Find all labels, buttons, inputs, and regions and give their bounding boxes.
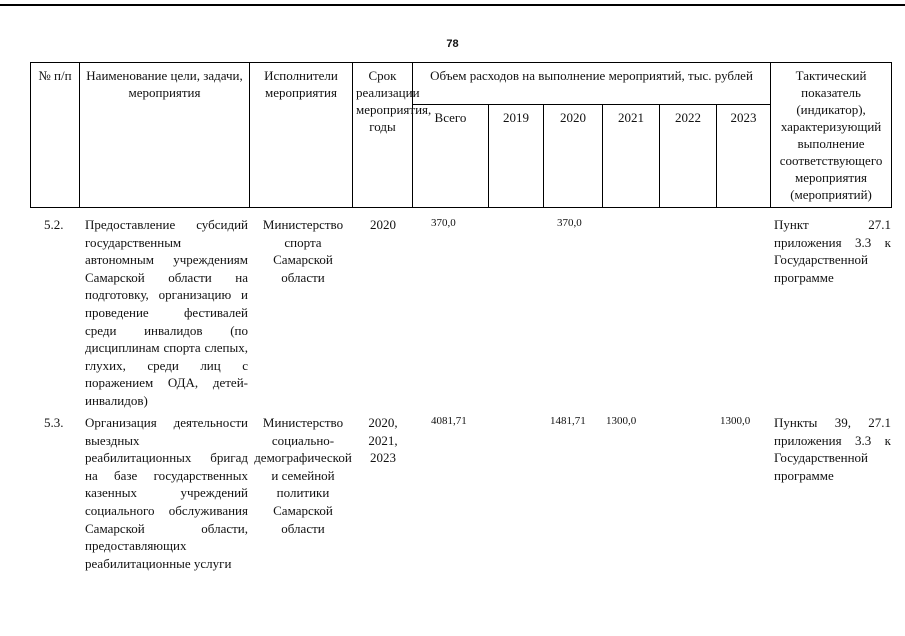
row-executor: Министерство спорта Самарской области — [262, 217, 344, 285]
row-name: Предоставление субсидий государственным автономным учреждениям Самарской области на подготовку, организацию и проведение фестивалей среди инвалидов (по дисциплинам спорта слепых, глухих, среди лиц с поражением ОДА, детей-инвалидов) — [85, 217, 248, 408]
row-total: 4081,71 — [431, 415, 467, 427]
header-term: Срок реализации мероприятия, годы — [353, 63, 413, 208]
row-total: 370,0 — [431, 217, 456, 229]
row-term: 2020, 2021, 2023 — [368, 415, 398, 466]
row-indicator: Пункт 27.1 приложения 3.3 к Государственной программе — [774, 217, 891, 285]
row-number: 5.3. — [44, 415, 64, 430]
row-number: 5.2. — [44, 217, 64, 232]
header-name: Наименование цели, задачи, мероприятия — [80, 63, 250, 208]
row-name: Организация деятельности выездных реабилитационных бригад на базе государственных казенных учреждений социального обслуживания Самарской области, предоставляющих реабилитационные услуги — [85, 415, 248, 571]
header-2020: 2020 — [544, 105, 603, 208]
table-header — [30, 62, 892, 208]
header-2023: 2023 — [717, 105, 771, 208]
header-total: Всего — [413, 105, 489, 208]
row-indicator: Пункты 39, 27.1 приложения 3.3 к Государственной программе — [774, 415, 891, 483]
header-num: № п/п — [31, 63, 80, 208]
row-executor: Министерство социально-демографической и семейной политики Самарской области — [254, 415, 352, 536]
page-number: 78 — [446, 38, 459, 50]
header-executors: Исполнители мероприятия — [250, 63, 353, 208]
header-2021: 2021 — [603, 105, 660, 208]
row-2023: 1300,0 — [720, 415, 751, 427]
header-2022: 2022 — [660, 105, 717, 208]
row-2021: 1300,0 — [606, 415, 637, 427]
row-term: 2020 — [370, 217, 396, 232]
row-2020: 1481,71 — [550, 415, 586, 427]
row-2020: 370,0 — [557, 217, 582, 229]
header-volume: Объем расходов на выполнение мероприятий, тыс. рублей — [413, 63, 771, 105]
header-2019: 2019 — [489, 105, 544, 208]
top-border-line — [0, 4, 905, 6]
header-indicator: Тактический показатель (индикатор), характеризующий выполнение соответствующего мероприятия (мероприятий) — [771, 63, 892, 208]
